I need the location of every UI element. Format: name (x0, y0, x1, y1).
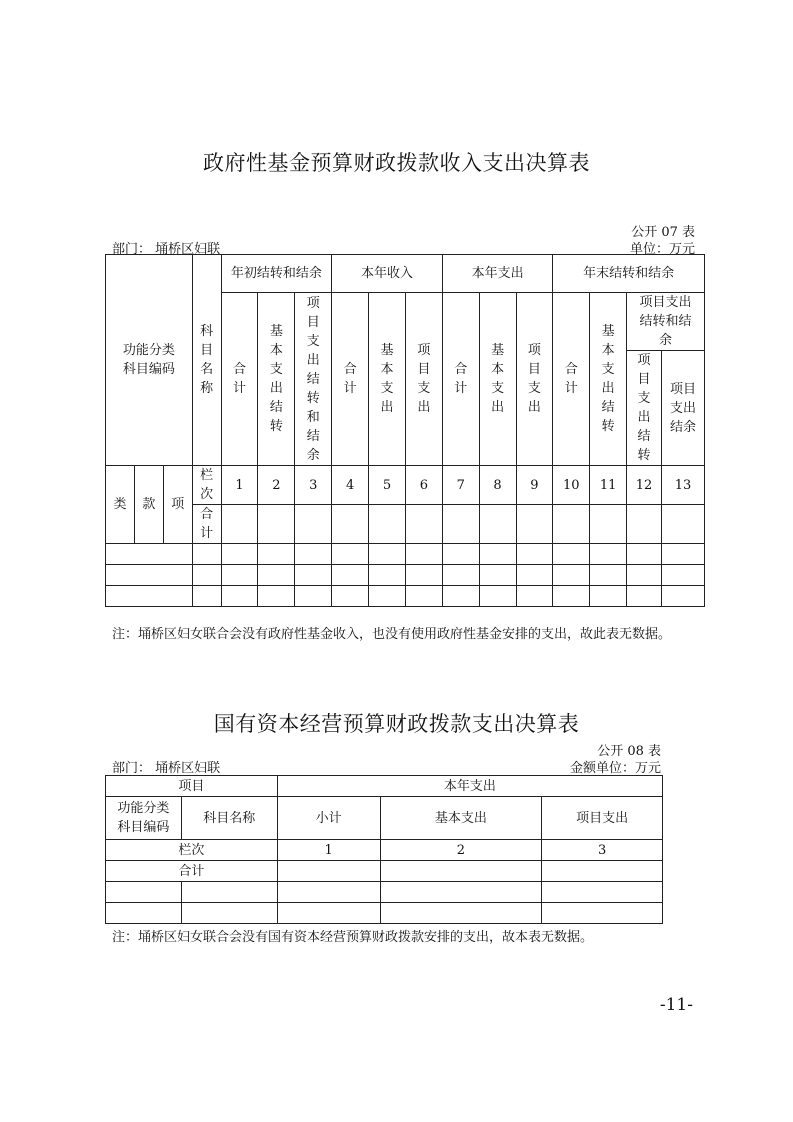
table1-unit: 单位：万元 (629, 242, 695, 257)
col-number: 1 (221, 466, 258, 505)
row-number-label: 栏次 (192, 466, 221, 505)
col-number: 4 (332, 466, 369, 505)
table1-title: 政府性基金预算财政拨款收入支出决算表 (203, 151, 590, 175)
t2-header-year-expense: 本年支出 (277, 776, 662, 797)
header-expense-basic: 基本支出 (479, 293, 516, 466)
header-expense-project: 项目支出 (516, 293, 553, 466)
t2-header-item: 项目 (106, 776, 278, 797)
col-number: 3 (295, 466, 332, 505)
row-sum-label: 合计 (192, 505, 221, 544)
col-number: 11 (590, 466, 627, 505)
table-row (106, 565, 705, 586)
header-end-basic-carry: 基本支出结转 (590, 293, 627, 466)
t2-header-subtotal: 小计 (277, 797, 380, 840)
t2-row-sum-label: 合计 (106, 861, 278, 882)
t2-header-subject-name: 科目名称 (181, 797, 277, 840)
header-expense-total: 合计 (442, 293, 479, 466)
col-number: 9 (516, 466, 553, 505)
header-end-total: 合计 (553, 293, 590, 466)
header-year-income: 本年收入 (332, 255, 443, 293)
header-kuan: 款 (134, 466, 163, 544)
table-row (106, 544, 705, 565)
header-begin-total: 合计 (221, 293, 258, 466)
header-end-proj-bal: 项目支出结余 (662, 351, 705, 466)
t2-col-number: 2 (380, 840, 542, 861)
t2-col-number: 3 (542, 840, 663, 861)
table2-department: 部门： 埇桥区妇联 (112, 761, 221, 776)
col-number: 12 (627, 466, 662, 505)
table2 (105, 775, 663, 924)
header-end-proj-sub: 项目支出结转和结余 (627, 293, 705, 351)
header-year-expense: 本年支出 (442, 255, 553, 293)
header-begin-balance: 年初结转和结余 (221, 255, 332, 293)
t2-header-project: 项目支出 (542, 797, 663, 840)
header-income-total: 合计 (332, 293, 369, 466)
col-number: 7 (442, 466, 479, 505)
col-number: 2 (258, 466, 295, 505)
table2-form-no: 公开 08 表 (597, 744, 661, 759)
header-lei: 类 (106, 466, 135, 544)
table2-unit: 金额单位：万元 (569, 761, 661, 776)
header-income-basic: 基本支出 (369, 293, 406, 466)
table1 (105, 254, 705, 607)
page-number: -11- (659, 995, 693, 1015)
header-begin-proj-carry-bal: 项目支出结转和结余 (295, 293, 332, 466)
t2-col-number: 1 (277, 840, 380, 861)
table-row (106, 903, 663, 924)
table2-title: 国有资本经营预算财政拨款支出决算表 (213, 712, 580, 736)
col-number: 6 (405, 466, 442, 505)
header-begin-basic-carry: 基本支出结转 (258, 293, 295, 466)
col-number: 5 (369, 466, 406, 505)
header-func-code: 功能分类 科目编码 (106, 255, 193, 466)
header-subject-name: 科目名称 (192, 255, 221, 466)
table1-note: 注：埇桥区妇女联合会没有政府性基金收入，也没有使用政府性基金安排的支出，故此表无数据。 (112, 627, 672, 642)
table1-form-no: 公开 07 表 (631, 225, 695, 240)
col-number: 10 (553, 466, 590, 505)
header-end-balance: 年末结转和结余 (553, 255, 705, 293)
col-number: 13 (662, 466, 705, 505)
t2-header-func-code: 功能分类 科目编码 (106, 797, 182, 840)
header-income-project: 项目支出 (405, 293, 442, 466)
col-number: 8 (479, 466, 516, 505)
t2-row-number-label: 栏次 (106, 840, 278, 861)
table-row (106, 586, 705, 607)
table-row (106, 882, 663, 903)
header-end-proj-carry: 项目支出结转 (627, 351, 662, 466)
table1-department: 部门： 埇桥区妇联 (112, 242, 221, 257)
t2-header-basic: 基本支出 (380, 797, 542, 840)
header-xiang: 项 (163, 466, 192, 544)
table2-note: 注：埇桥区妇女联合会没有国有资本经营预算财政拨款安排的支出，故本表无数据。 (112, 930, 594, 945)
